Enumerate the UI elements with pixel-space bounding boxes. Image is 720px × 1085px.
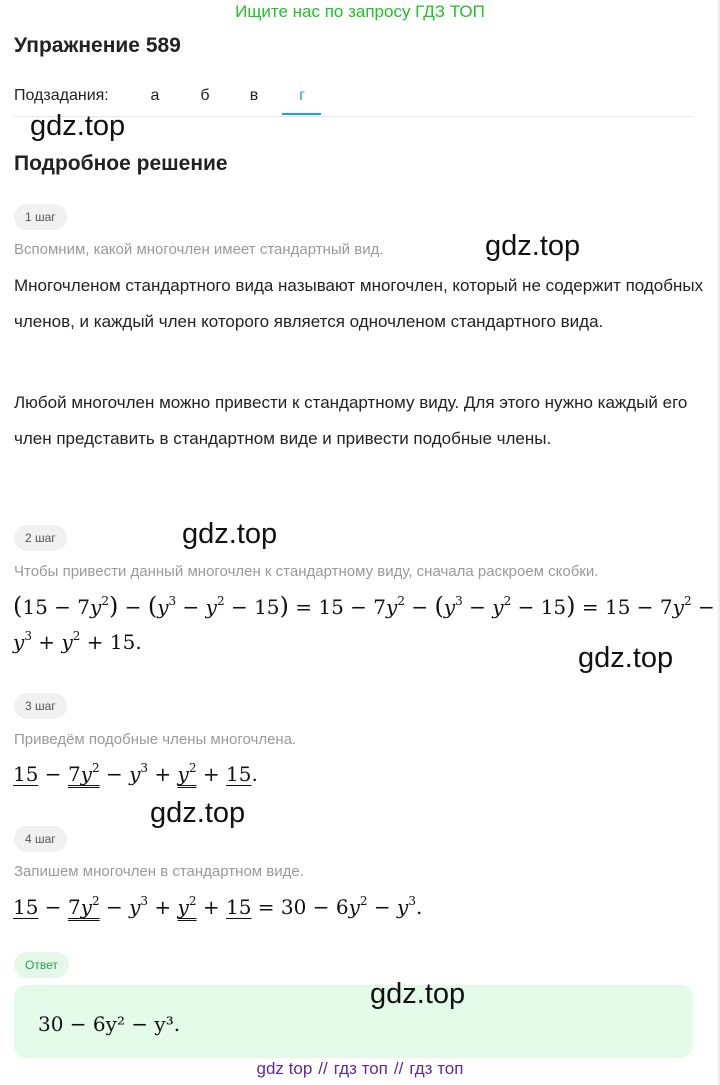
watermark: gdz.top	[370, 978, 466, 1010]
footer-separator: //	[318, 1059, 328, 1078]
step-4-hint: Запишем многочлен в стандартном виде.	[14, 863, 304, 880]
footer-links	[0, 1059, 720, 1079]
search-banner: Ищите нас по запросу ГДЗ ТОП	[235, 2, 485, 21]
step-2-badge: 2 шаг	[14, 525, 67, 551]
step-1-badge: 1 шаг	[14, 204, 67, 230]
footer-separator: //	[393, 1059, 404, 1078]
step-3-expression: $15 - 7y^2 - y^3 + y^2 + 15$.	[13, 761, 258, 786]
step-3-hint: Приведём подобные члены многочлена.	[14, 731, 297, 748]
footer-link-1[interactable]: gdz top	[256, 1059, 313, 1078]
watermark: gdz.top	[30, 110, 126, 142]
step-2-expression-line-2: $y^3 + y^2 + 15$.	[13, 629, 142, 654]
watermark: gdz.top	[182, 518, 278, 550]
tab-subtask-v[interactable]: в	[249, 87, 259, 104]
step-2-expression-line-1: $(15 - 7y^2) - (y^3 - y^2 - 15) = 15 - 7y^2 - (y^3 - y^2 - 15) = 15 - 7y^2$ −	[13, 592, 715, 620]
active-tab-indicator	[282, 113, 321, 115]
page-title: Упражнение 589	[14, 34, 181, 57]
answer-expression: 30 − 6y² − y³.	[38, 1012, 181, 1036]
tab-subtask-b[interactable]: б	[200, 87, 210, 104]
step-1-hint: Вспомним, какой многочлен имеет стандартный вид.	[14, 241, 384, 258]
tab-subtask-a[interactable]: а	[150, 87, 160, 104]
section-title: Подробное решение	[14, 152, 228, 175]
footer-link-2[interactable]: гдз топ	[333, 1059, 388, 1078]
step-1-paragraph-1: Многочленом стандартного вида называют многочлен, который не содержит подобных членов, и каждый член которого является одночленом стандартного вида.	[14, 276, 704, 331]
step-2-hint: Чтобы привести данный многочлен к стандартному виду, сначала раскроем скобки.	[14, 563, 599, 580]
step-4-badge: 4 шаг	[14, 826, 67, 852]
watermark: gdz.top	[485, 230, 581, 262]
step-1-paragraph-2: Любой многочлен можно привести к стандартному виду. Для этого нужно каждый его член представить в стандартном виде и привести подобные члены.	[14, 393, 688, 448]
watermark: gdz.top	[578, 642, 674, 674]
step-3-badge: 3 шаг	[14, 693, 67, 719]
watermark: gdz.top	[150, 797, 246, 829]
step-4-expression: $15 - 7y^2 - y^3 + y^2 + 15 = 30 - 6y^2 - y^3$.	[13, 894, 423, 919]
footer-link-3[interactable]: гдз топ	[409, 1059, 464, 1078]
tab-subtask-g[interactable]: г	[299, 87, 305, 104]
answer-badge: Ответ	[14, 952, 69, 978]
subtasks-label: Подзадания:	[14, 87, 109, 104]
